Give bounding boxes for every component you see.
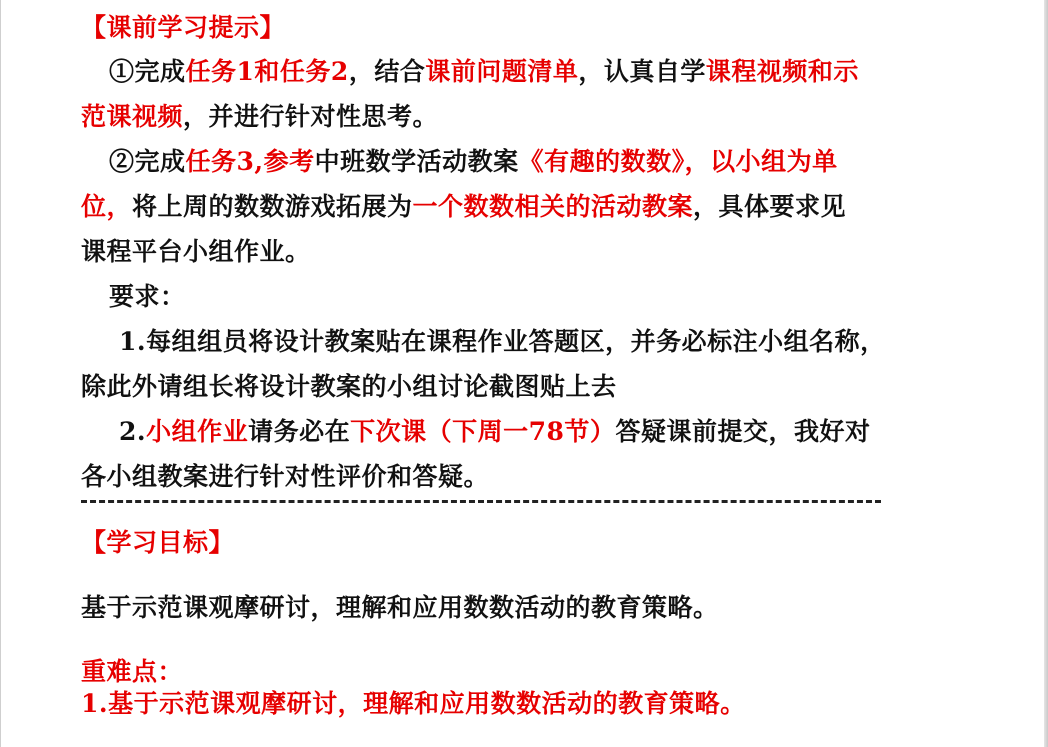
difficulty-item [81, 689, 746, 719]
text: 2. [119, 417, 147, 446]
text: 1.基于示范课观摩研讨，理解和应用数数活动的教育策略。 [81, 689, 746, 718]
highlight-group-homework: 小组作业 [146, 417, 249, 446]
highlight-deadline: 下次课（下周一78节） [350, 417, 616, 446]
page-right-edge [1044, 0, 1048, 747]
text: 1.每组组员将设计教案贴在课程作业答题区，并务必标注小组名称， [119, 327, 886, 356]
paragraph-1-line-2 [81, 102, 438, 132]
highlight-unit: 位， [81, 192, 133, 221]
text: 各小组教案进行针对性评价和答疑。 [81, 462, 490, 491]
paragraph-1-line-1 [109, 57, 859, 87]
text: ，认真自学 [578, 57, 706, 86]
text: ，并进行针对性思考。 [183, 102, 439, 131]
text: 除此外请组长将设计教案的小组讨论截图贴上去 [81, 372, 617, 401]
paragraph-2-line-2 [81, 192, 846, 222]
text: 要求： [109, 282, 186, 311]
learning-goal [81, 593, 719, 623]
highlight-lesson-plan: 一个数数相关的活动教案 [412, 192, 694, 221]
requirement-1-line-1 [119, 327, 886, 357]
text: ②完成 [109, 147, 186, 176]
requirement-2-line-1 [119, 417, 870, 447]
highlight-demo-video: 范课视频 [81, 102, 184, 131]
text: 请务必在 [248, 417, 351, 446]
section-heading-learning-goals [81, 528, 234, 558]
highlight-course-video: 课程视频和示 [705, 57, 859, 86]
requirement-1-line-2 [81, 372, 617, 402]
text: 基于示范课观摩研讨，理解和应用数数活动的教育策略。 [81, 593, 719, 622]
text: ，结合 [348, 57, 426, 86]
paragraph-2-line-3 [81, 237, 311, 267]
text: 中班数学活动教案 [314, 147, 519, 176]
section-heading-pre-class-tips [81, 13, 285, 43]
paragraph-2-line-1 [109, 147, 838, 177]
heading-text: 【学习目标】 [81, 528, 235, 557]
heading-text: 【课前学习提示】 [81, 13, 286, 42]
highlight-lesson-title: 《有趣的数数》，以小组为单 [518, 147, 838, 176]
requirement-2-line-2 [81, 462, 489, 492]
text: 答疑课前提交，我好对 [615, 417, 871, 446]
difficulty-label [81, 657, 183, 687]
text: ①完成 [109, 57, 186, 86]
highlight-tasks: 任务1和任务2 [185, 57, 349, 86]
text: ，具体要求见 [693, 192, 847, 221]
text: 课程平台小组作业。 [81, 237, 311, 266]
text: 将上周的数数游戏拓展为 [132, 192, 413, 221]
highlight-task-3: 任务3,参考 [185, 147, 315, 176]
requirements-label [109, 282, 186, 312]
highlight-question-list: 课前问题清单 [425, 57, 579, 86]
text: 重难点： [81, 657, 184, 686]
dashed-divider [81, 500, 881, 503]
